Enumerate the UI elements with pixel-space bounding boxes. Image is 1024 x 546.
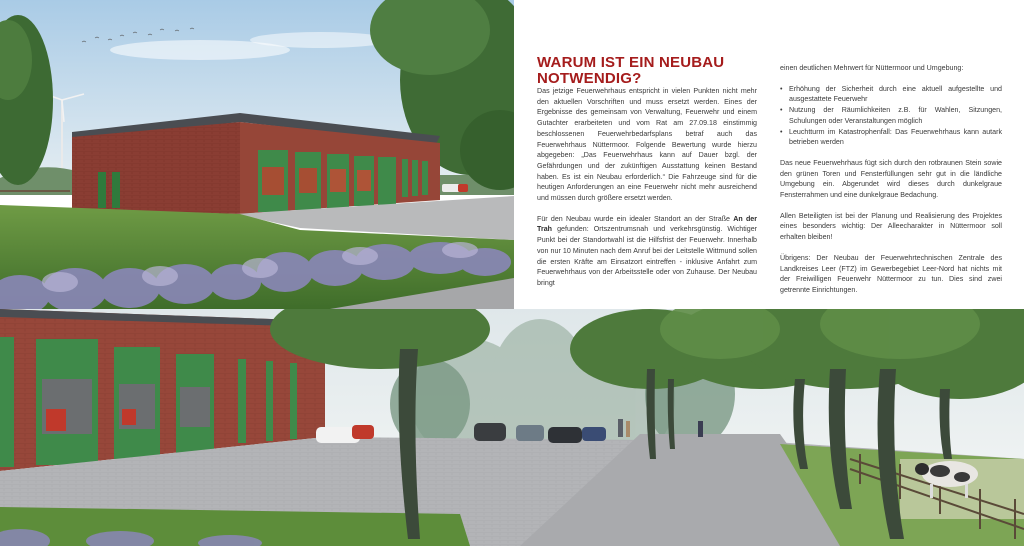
article-heading-line-1: WARUM IST EIN NEUBAU	[537, 54, 725, 72]
location-text-after: gefunden: Ortszentrumsnah und verkehrsgünstig. Wichtiger Punkt bei der Standortwahl ist die Hilfsfrist der Feuerwehr. Innerhalb von nur 10 Minuten nach dem Anruf bei der Leitstelle Wittmund sollen die ersten Kräfte am Einsatzort eintreffen - inklusive Anfahrt zum Feuerwehrhaus von der Arbeitsstelle oder von Zuhause. Der Neubau bringt	[537, 225, 757, 287]
fire-station-rendering-front	[0, 0, 514, 309]
right-text-column	[780, 63, 1002, 296]
article-heading-line-2: NOTWENDIG?	[537, 70, 642, 88]
fire-station-rendering-avenue	[0, 309, 1024, 546]
paragraph-why-new-building: Das jetzige Feuerwehrhaus entspricht in vielen Punkten nicht mehr den aktuellen Vorschriften und muss ersetzt werden. Eines der Ergebnisse des gemeinsam von Verwaltung, Feuerwehr und einem Gutachter erarbeiteten und vom Rat am 27.09.18 einstimmig beschlossenen Feuerwehrbedarfsplans betraf auch das Feuerwehrhaus Nüttermoor. Folgende Bewertung wurde hierzu abgegeben: „Das Feuerwehrhaus kann auf Dauer bzgl. der Gefährdungen und der zukünftigen Ausstattung keinen Bestand haben. Es ist ein Neubau erforderlich.“ Die Fahrzeuge sind für die heutigen Anforderungen an eine Feuerwehr nicht mehr ausreichend und müssen durch größere ersetzt werden.	[537, 87, 757, 203]
benefit-item: • Erhöhung der Sicherheit durch eine aktuell aufgestellte und ausgestattete Feuerwehr	[780, 84, 1002, 105]
paragraph-location	[537, 214, 757, 289]
paragraph-design: Das neue Feuerwehrhaus fügt sich durch den rotbraunen Stein sowie den grünen Toren und Fensterfüllungen sehr gut in die ländliche Umgebung ein. Abgerundet wird dieses durch dunkelgraue Fensterrahmen und eine dunkelgraue Bedachung.	[780, 158, 1002, 200]
benefits-list	[780, 84, 1002, 148]
article-heading	[537, 55, 767, 87]
street-name: An der Trah	[537, 214, 757, 234]
paragraph-avenue: Allen Beteiligten ist bei der Planung und Realisierung des Projektes eines besonders wichtig: Der Alleecharakter in Nüttermoor soll erhalten bleiben!	[780, 211, 1002, 242]
left-text-column	[537, 86, 757, 289]
paragraph-ftz-note: Übrigens: Der Neubau der Feuerwehrtechnischen Zentrale des Landkreises Leer (FTZ) im Gewerbegebiet Leer-Nord hat nichts mit der Freiwilligen Feuerwehr Nüttermoor zu tun. Dies sind zwei getrennte Einrichtungen.	[780, 253, 1002, 294]
benefit-item: • Nutzung der Räumlichkeiten z.B. für Wahlen, Sitzungen, Schulungen oder Veranstaltungen möglich	[780, 105, 1002, 126]
paragraph-added-value-intro: einen deutlichen Mehrwert für Nüttermoor und Umgebung:	[780, 64, 964, 72]
benefit-item: • Leuchtturm im Katastrophenfall: Das Feuerwehrhaus kann autark betrieben werden	[780, 127, 1002, 148]
article-text-panel	[514, 0, 1024, 309]
location-text-before: Für den Neubau wurde ein idealer Standort an der Straße	[537, 214, 734, 223]
